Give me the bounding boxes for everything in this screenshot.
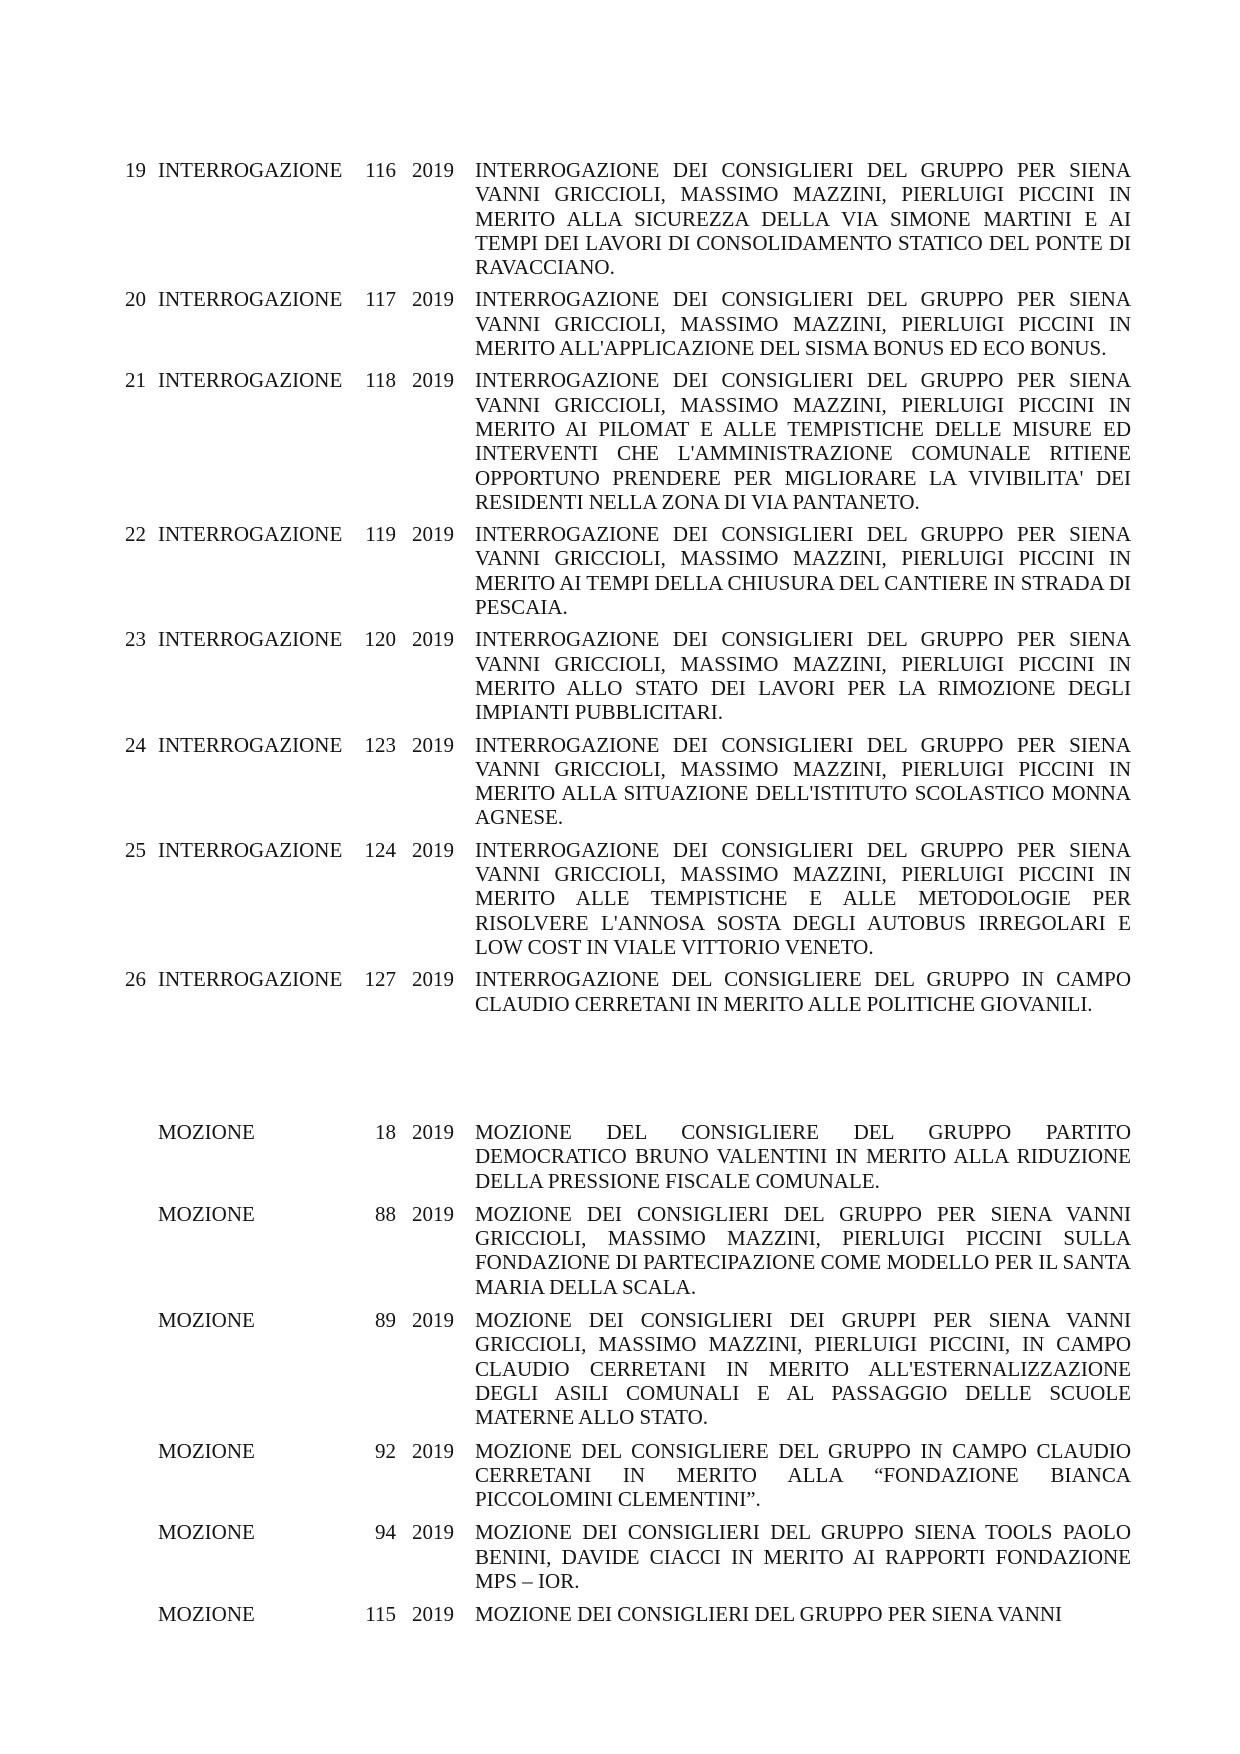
item-number: 23	[125, 627, 146, 652]
item-year: 2019	[412, 837, 454, 862]
list-item	[0, 158, 1240, 279]
item-year: 2019	[412, 1201, 454, 1226]
item-year: 2019	[412, 158, 454, 182]
item-type: INTERROGAZIONE	[158, 522, 343, 547]
list-item	[0, 1202, 1240, 1299]
list-item	[0, 1439, 1240, 1512]
list-item	[0, 522, 1240, 619]
item-type: INTERROGAZIONE	[158, 368, 343, 393]
item-type: MOZIONE	[158, 1201, 255, 1226]
list-item	[0, 368, 1240, 514]
item-nr: 94	[375, 1520, 396, 1545]
mozioni-list	[0, 1120, 1240, 1636]
item-year: 2019	[412, 368, 454, 393]
item-year: 2019	[412, 732, 454, 757]
item-number: 22	[125, 522, 146, 547]
item-description: INTERROGAZIONE DEI CONSIGLIERI DEL GRUPPO PER SIENA VANNI GRICCIOLI, MASSIMO MAZZINI, PIERLUIGI PICCINI IN MERITO ALLO STATO DEI LAVORI PER LA RIMOZIONE DEGLI IMPIANTI PUBBLICITARI.	[475, 627, 1131, 725]
item-description: INTERROGAZIONE DEI CONSIGLIERI DEL GRUPPO PER SIENA VANNI GRICCIOLI, MASSIMO MAZZINI, PIERLUIGI PICCINI IN MERITO ALLE TEMPISTICHE E ALLE METODOLOGIE PER RISOLVERE L'ANNOSA SOSTA DEGLI AUTOBUS IRREGOLARI E LOW COST IN VIALE VITTORIO VENETO.	[475, 837, 1131, 959]
item-nr: 117	[365, 287, 396, 312]
item-type: INTERROGAZIONE	[158, 837, 343, 862]
list-item	[0, 1308, 1240, 1429]
item-nr: 123	[364, 732, 396, 757]
item-type: MOZIONE	[158, 1602, 255, 1627]
item-description: MOZIONE DEI CONSIGLIERI DEL GRUPPO PER SIENA VANNI	[475, 1602, 1063, 1627]
item-nr: 124	[364, 837, 396, 862]
list-item	[0, 733, 1240, 830]
item-type: INTERROGAZIONE	[158, 967, 343, 992]
item-description: INTERROGAZIONE DEI CONSIGLIERI DEL GRUPPO PER SIENA VANNI GRICCIOLI, MASSIMO MAZZINI, PIERLUIGI PICCINI IN MERITO ALLA SITUAZIONE DELL'ISTITUTO SCOLASTICO MONNA AGNESE.	[475, 732, 1131, 830]
list-item	[0, 967, 1240, 1016]
item-nr: 89	[375, 1308, 396, 1333]
item-description: MOZIONE DEL CONSIGLIERE DEL GRUPPO PARTITO DEMOCRATICO BRUNO VALENTINI IN MERITO ALLA RIDUZIONE DELLA PRESSIONE FISCALE COMUNALE.	[475, 1120, 1131, 1193]
item-nr: 116	[365, 158, 396, 182]
item-type: MOZIONE	[158, 1438, 255, 1463]
item-year: 2019	[412, 1438, 454, 1463]
item-type: INTERROGAZIONE	[158, 287, 343, 312]
item-description: INTERROGAZIONE DEI CONSIGLIERI DEL GRUPPO PER SIENA VANNI GRICCIOLI, MASSIMO MAZZINI, PIERLUIGI PICCINI IN MERITO ALL'APPLICAZIONE DEL SISMA BONUS ED ECO BONUS.	[475, 287, 1131, 361]
list-item	[0, 1602, 1240, 1626]
item-year: 2019	[412, 627, 454, 652]
item-description: INTERROGAZIONE DEI CONSIGLIERI DEL GRUPPO PER SIENA VANNI GRICCIOLI, MASSIMO MAZZINI, PIERLUIGI PICCINI IN MERITO AI PILOMAT E ALLE TEMPISTICHE DELLE MISURE ED INTERVENTI CHE L'AMMINISTRAZIONE COMUNALE RITIENE OPPORTUNO PRENDERE PER MIGLIORARE LA VIVIBILITA' DEI RESIDENTI NELLA ZONA DI VIA PANTANETO.	[475, 368, 1131, 514]
item-nr: 120	[364, 627, 396, 652]
item-type: INTERROGAZIONE	[158, 158, 343, 182]
item-year: 2019	[412, 1120, 454, 1144]
item-number: 19	[125, 158, 146, 182]
list-item	[0, 1520, 1240, 1593]
item-type: MOZIONE	[158, 1520, 255, 1545]
list-item	[0, 838, 1240, 959]
item-year: 2019	[412, 522, 454, 547]
item-type: MOZIONE	[158, 1120, 255, 1144]
item-number: 21	[125, 368, 146, 393]
item-number: 26	[125, 967, 146, 992]
item-year: 2019	[412, 1602, 454, 1627]
list-item	[0, 627, 1240, 724]
item-description: MOZIONE DEI CONSIGLIERI DEL GRUPPO PER SIENA VANNI GRICCIOLI, MASSIMO MAZZINI, PIERLUIGI PICCINI SULLA FONDAZIONE DI PARTECIPAZIONE COME MODELLO PER IL SANTA MARIA DELLA SCALA.	[475, 1201, 1131, 1299]
list-item	[0, 1120, 1240, 1193]
item-year: 2019	[412, 287, 454, 312]
item-year: 2019	[412, 1308, 454, 1333]
list-item	[0, 287, 1240, 360]
item-description: MOZIONE DEI CONSIGLIERI DEL GRUPPO SIENA TOOLS PAOLO BENINI, DAVIDE CIACCI IN MERITO AI RAPPORTI FONDAZIONE MPS – IOR.	[475, 1520, 1131, 1594]
item-nr: 118	[365, 368, 396, 393]
item-type: MOZIONE	[158, 1308, 255, 1333]
item-year: 2019	[412, 1520, 454, 1545]
item-number: 20	[125, 287, 146, 312]
item-nr: 127	[364, 967, 396, 992]
item-type: INTERROGAZIONE	[158, 627, 343, 652]
item-nr: 88	[375, 1201, 396, 1226]
item-description: MOZIONE DEI CONSIGLIERI DEI GRUPPI PER SIENA VANNI GRICCIOLI, MASSIMO MAZZINI, PIERLUIGI PICCINI, IN CAMPO CLAUDIO CERRETANI IN MERITO ALL'ESTERNALIZZAZIONE DEGLI ASILI COMUNALI E AL PASSAGGIO DELLE SCUOLE MATERNE ALLO STATO.	[475, 1308, 1131, 1430]
item-nr: 92	[375, 1438, 396, 1463]
item-description: INTERROGAZIONE DEI CONSIGLIERI DEL GRUPPO PER SIENA VANNI GRICCIOLI, MASSIMO MAZZINI, PIERLUIGI PICCINI IN MERITO AI TEMPI DELLA CHIUSURA DEL CANTIERE IN STRADA DI PESCAIA.	[475, 522, 1131, 620]
item-nr: 18	[375, 1120, 396, 1144]
item-nr: 115	[365, 1602, 396, 1627]
item-description: INTERROGAZIONE DEL CONSIGLIERE DEL GRUPPO IN CAMPO CLAUDIO CERRETANI IN MERITO ALLE POLITICHE GIOVANILI.	[475, 967, 1131, 1016]
item-number: 24	[125, 732, 146, 757]
item-type: INTERROGAZIONE	[158, 732, 343, 757]
interrogazioni-list	[0, 158, 1240, 1024]
item-description: MOZIONE DEL CONSIGLIERE DEL GRUPPO IN CAMPO CLAUDIO CERRETANI IN MERITO ALLA “FONDAZIONE BIANCA PICCOLOMINI CLEMENTINI”.	[475, 1438, 1131, 1512]
item-nr: 119	[365, 522, 396, 547]
item-year: 2019	[412, 967, 454, 992]
item-number: 25	[125, 837, 146, 862]
item-description: INTERROGAZIONE DEI CONSIGLIERI DEL GRUPPO PER SIENA VANNI GRICCIOLI, MASSIMO MAZZINI, PIERLUIGI PICCINI IN MERITO ALLA SICUREZZA DELLA VIA SIMONE MARTINI E AI TEMPI DEI LAVORI DI CONSOLIDAMENTO STATICO DEL PONTE DI RAVACCIANO.	[475, 158, 1131, 280]
